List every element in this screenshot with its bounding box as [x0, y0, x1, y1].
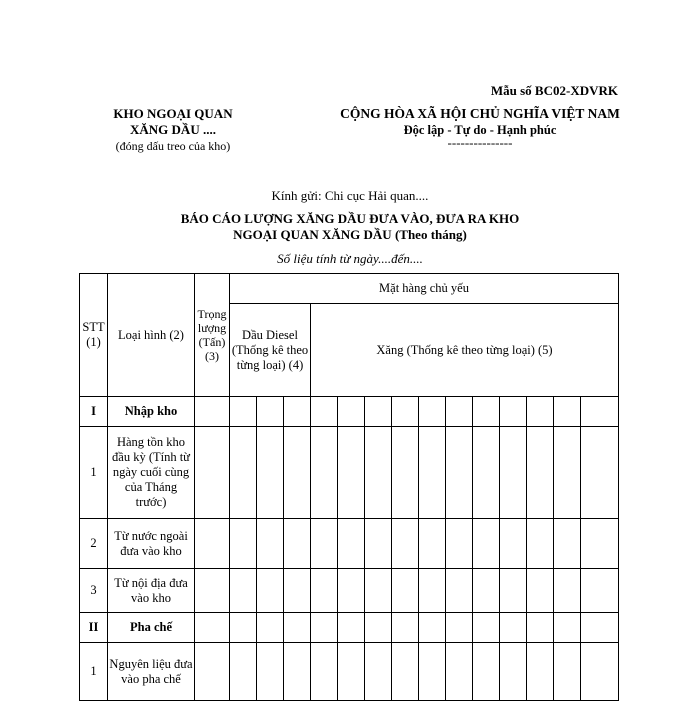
table-cell	[257, 519, 284, 569]
motto-separator: ---------------	[447, 135, 513, 150]
table-cell	[284, 427, 311, 519]
table-cell	[500, 569, 527, 613]
table-cell	[527, 613, 554, 643]
table-cell	[581, 519, 619, 569]
table-cell	[284, 613, 311, 643]
table-cell	[230, 569, 257, 613]
table-cell	[419, 397, 446, 427]
row-label: Hàng tồn kho đầu kỳ (Tính từ ngày cuối cùng của Tháng trước)	[108, 427, 195, 519]
table-cell	[230, 519, 257, 569]
table-cell	[419, 569, 446, 613]
report-title-line2: NGOẠI QUAN XĂNG DẦU (Theo tháng)	[233, 227, 467, 242]
nation-name: CỘNG HÒA XÃ HỘI CHỦ NGHĨA VIỆT NAM	[340, 106, 620, 121]
table-cell	[257, 643, 284, 701]
organization-block	[98, 106, 248, 154]
header-diesel: Dầu Diesel (Thống kê theo từng loại) (4)	[230, 304, 311, 397]
table-cell	[554, 397, 581, 427]
table-cell	[419, 427, 446, 519]
table-cell	[446, 613, 473, 643]
table-cell	[554, 643, 581, 701]
table-cell	[338, 613, 365, 643]
table-cell	[230, 427, 257, 519]
table-cell	[365, 427, 392, 519]
table-cell	[338, 397, 365, 427]
table-cell	[311, 427, 338, 519]
table-cell	[581, 427, 619, 519]
header-type: Loại hình (2)	[108, 274, 195, 397]
table-cell	[311, 613, 338, 643]
row-label: Từ nội địa đưa vào kho	[108, 569, 195, 613]
table-cell	[473, 427, 500, 519]
table-row	[80, 643, 619, 701]
row-label: Từ nước ngoài đưa vào kho	[108, 519, 195, 569]
table-cell	[392, 519, 419, 569]
table-cell	[257, 613, 284, 643]
nation-motto: Độc lập - Tự do - Hạnh phúc	[403, 123, 557, 137]
table-cell	[257, 427, 284, 519]
report-title-line1: BÁO CÁO LƯỢNG XĂNG DẦU ĐƯA VÀO, ĐƯA RA KHO	[180, 211, 520, 226]
row-number: 2	[80, 519, 108, 569]
table-cell	[446, 643, 473, 701]
table-cell	[500, 397, 527, 427]
table-cell	[527, 569, 554, 613]
header-gasoline: Xăng (Thống kê theo từng loại) (5)	[311, 304, 619, 397]
table-cell	[527, 427, 554, 519]
table-cell	[419, 643, 446, 701]
form-code: Mẫu số BC02-XDVRK	[490, 83, 618, 98]
table-cell	[554, 613, 581, 643]
report-table	[79, 273, 619, 701]
table-cell	[473, 569, 500, 613]
table-row	[80, 569, 619, 613]
table-cell	[284, 643, 311, 701]
table-cell	[473, 519, 500, 569]
table-cell	[230, 397, 257, 427]
table-cell	[527, 643, 554, 701]
table-cell	[195, 427, 230, 519]
report-period: Số liệu tính từ ngày....đến....	[277, 251, 423, 266]
table-cell	[419, 613, 446, 643]
table-cell	[392, 569, 419, 613]
table-cell	[338, 569, 365, 613]
table-cell	[311, 519, 338, 569]
table-cell	[500, 519, 527, 569]
table-cell	[581, 613, 619, 643]
row-label: Nguyên liệu đưa vào pha chế	[108, 643, 195, 701]
table-cell	[392, 643, 419, 701]
table-cell	[195, 397, 230, 427]
table-cell	[473, 397, 500, 427]
table-cell	[195, 613, 230, 643]
table-cell	[527, 397, 554, 427]
table-cell	[230, 643, 257, 701]
row-number: 3	[80, 569, 108, 613]
table-cell	[338, 519, 365, 569]
row-label: Nhập kho	[108, 397, 195, 427]
table-cell	[365, 397, 392, 427]
table-row	[80, 613, 619, 643]
row-number: II	[80, 613, 108, 643]
table-cell	[446, 397, 473, 427]
table-cell	[554, 569, 581, 613]
table-cell	[419, 519, 446, 569]
table-row	[80, 397, 619, 427]
table-cell	[581, 569, 619, 613]
table-cell	[365, 569, 392, 613]
row-number: 1	[80, 643, 108, 701]
header-stt: STT (1)	[80, 274, 108, 397]
table-cell	[581, 397, 619, 427]
table-cell	[554, 427, 581, 519]
table-cell	[392, 427, 419, 519]
table-cell	[365, 613, 392, 643]
table-cell	[195, 643, 230, 701]
table-row	[80, 427, 619, 519]
table-cell	[473, 613, 500, 643]
table-cell	[446, 519, 473, 569]
table-cell	[195, 519, 230, 569]
table-cell	[446, 569, 473, 613]
table-cell	[581, 643, 619, 701]
nation-block	[290, 106, 670, 148]
table-cell	[365, 519, 392, 569]
row-number: 1	[80, 427, 108, 519]
table-row	[80, 519, 619, 569]
report-title	[0, 211, 700, 243]
table-cell	[311, 643, 338, 701]
table-cell	[338, 643, 365, 701]
table-cell	[473, 643, 500, 701]
table-cell	[500, 643, 527, 701]
table-cell	[527, 519, 554, 569]
row-label: Pha chế	[108, 613, 195, 643]
header-main-goods: Mặt hàng chủ yếu	[230, 274, 619, 304]
table-cell	[365, 643, 392, 701]
table-cell	[284, 397, 311, 427]
row-number: I	[80, 397, 108, 427]
recipient-line: Kính gửi: Chi cục Hải quan....	[271, 188, 429, 203]
table-cell	[284, 569, 311, 613]
table-cell	[257, 397, 284, 427]
org-name-line1: KHO NGOẠI QUAN	[113, 106, 233, 121]
org-name-line2: XĂNG DẦU ....	[130, 122, 216, 137]
table-cell	[257, 569, 284, 613]
table-cell	[311, 569, 338, 613]
table-cell	[230, 613, 257, 643]
table-cell	[500, 613, 527, 643]
org-stamp-note: (đóng dấu treo của kho)	[115, 139, 231, 153]
header-weight: Trọng lượng (Tấn) (3)	[195, 274, 230, 397]
table-cell	[195, 569, 230, 613]
table-cell	[338, 427, 365, 519]
table-cell	[500, 427, 527, 519]
table-cell	[554, 519, 581, 569]
table-cell	[311, 397, 338, 427]
table-cell	[446, 427, 473, 519]
table-cell	[392, 613, 419, 643]
table-cell	[284, 519, 311, 569]
table-cell	[392, 397, 419, 427]
